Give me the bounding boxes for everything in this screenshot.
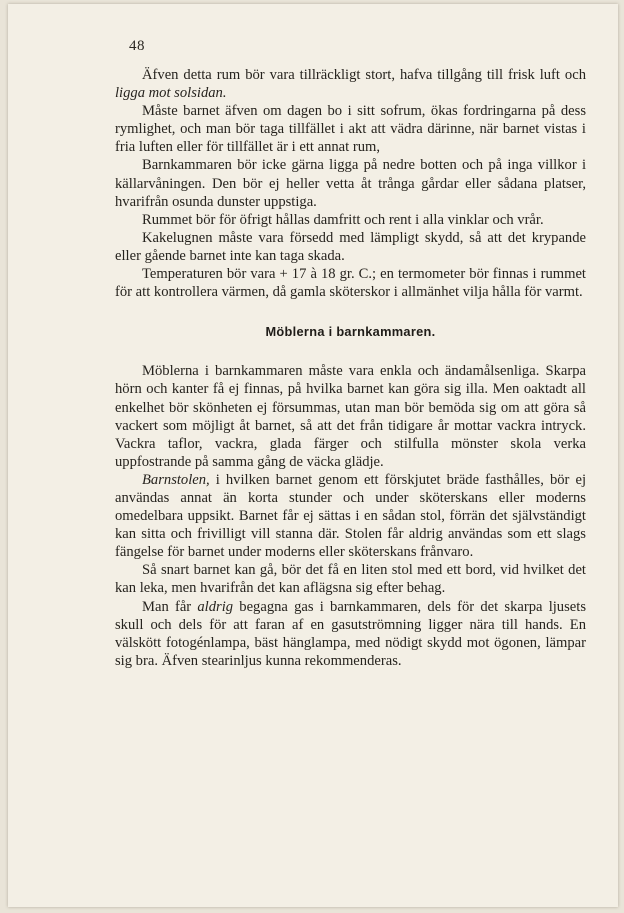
- paragraph: Äfven detta rum bör vara tillräckligt stort, hafva tillgång till frisk luft och ligga mot solsidan.: [115, 67, 586, 102]
- paragraph: Temperaturen bör vara + 17 à 18 gr. C.; en termometer bör finnas i rummet för att kontrollera värmen, då gamla sköterskor i allmänhet vilja hålla för varmt.: [115, 266, 586, 301]
- paragraph: Barnkammaren bör icke gärna ligga på nedre botten och på inga villkor i källarvåningen. Den bör ej heller vetta åt trånga gårdar eller sådana platser, hvarifrån osunda dunster uppstiga.: [115, 157, 586, 210]
- emphasis: Barnstolen,: [142, 471, 210, 488]
- body-text: [115, 66, 586, 670]
- document-page: [8, 4, 618, 907]
- paragraph: Barnstolen, i hvilken barnet genom ett förskjutet bräde fasthålles, bör ej användas annat än korta stunder och under sköterskans eller moderns omedelbara uppsikt. Barnet får ej sättas i en sådan stol, förrän det självständigt kan sitta och frivilligt vill stanna där. Stolen får aldrig användas som ett slags fängelse för barnet under moderns eller sköterskans frånvaro.: [115, 471, 586, 561]
- emphasis: aldrig: [197, 598, 234, 615]
- paragraph: Rummet bör för öfrigt hållas damfritt och rent i alla vinklar och vrår.: [142, 211, 544, 228]
- emphasis: ligga mot solsidan.: [115, 85, 227, 102]
- paragraph: Man får aldrig begagna gas i barnkammaren, dels för det skarpa ljusets skull och dels för att faran af en gasutströmning ligger nära till hands. En välskött fotogénlampa, bäst hänglampa, med nödigt skydd mot ögonen, lämpar sig bra. Äfven stearinljus kunna rekommenderas.: [115, 598, 586, 669]
- paragraph: Möblerna i barnkammaren måste vara enkla och ändamålsenliga. Skarpa hörn och kanter få ej finnas, på hvilka barnet kan göra sig illa. Men oaktadt all enkelhet bör skönheten ej försummas, utan man bör bemöda sig om att göra så vackert som möjligt åt barnet, så att det från tidigare år mottar vackra intryck. Vackra taflor, vackra, glada färger och stilfulla mönster skola verka uppfostrande på samma gång de väcka glädje.: [115, 363, 586, 470]
- page-number: 48: [129, 38, 145, 54]
- paragraph: Måste barnet äfven om dagen bo i sitt sofrum, ökas fordringarna på dess rymlighet, och man bör taga tillfället i akt att vädra därinne, när barnet vistas i fria luften eller för tillfället är i ett annat rum,: [115, 103, 586, 156]
- section-heading: Möblerna i barnkammaren.: [265, 324, 436, 340]
- paragraph: Kakelugnen måste vara försedd med lämpligt skydd, så att det krypande eller gående barnet inte kan taga skada.: [115, 229, 586, 264]
- paragraph: Så snart barnet kan gå, bör det få en liten stol med ett bord, vid hvilket det kan leka, men hvarifrån det kan aflägsna sig efter behag.: [115, 562, 586, 597]
